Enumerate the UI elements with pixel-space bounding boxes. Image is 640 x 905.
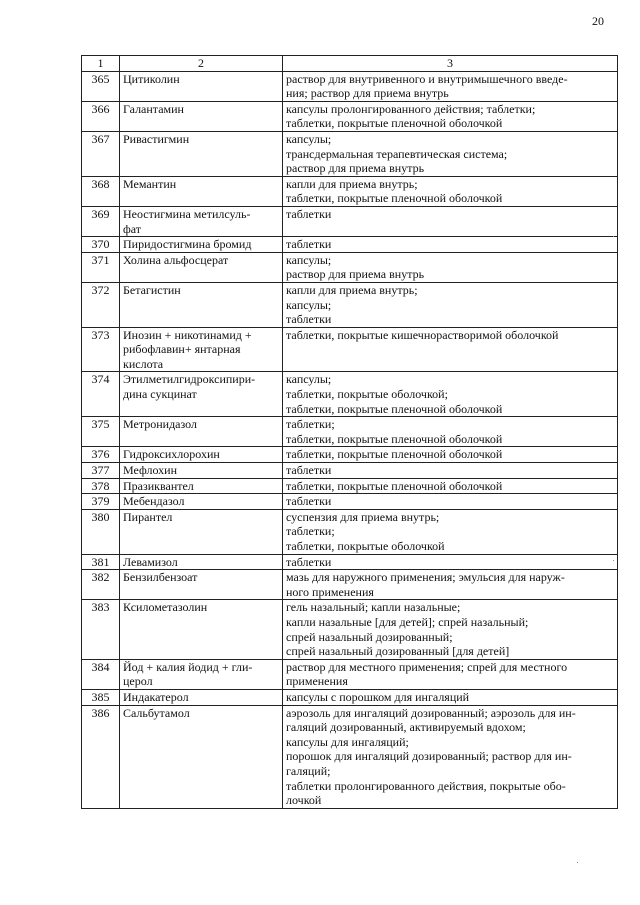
drug-name xyxy=(120,327,283,372)
drug-name xyxy=(120,600,283,659)
row-number: 367 xyxy=(82,131,120,176)
dosage-form-line: капли для приема внутрь; xyxy=(286,282,418,297)
dosage-form-line: таблетки xyxy=(286,463,332,478)
dosage-form-line: применения xyxy=(286,674,348,689)
drug-name-line: Сальбутамол xyxy=(123,705,190,720)
dosage-form-line: таблетки, покрытые кишечнорастворимой оболочкой xyxy=(286,327,559,342)
dosage-form-line: спрей назальный дозированный [для детей] xyxy=(286,644,510,659)
table-row xyxy=(82,176,618,206)
drug-name-line: Мефлохин xyxy=(123,463,177,478)
drug-name xyxy=(120,206,283,236)
dosage-forms xyxy=(283,705,618,808)
dosage-form-line: капли назальные [для детей]; спрей назальный; xyxy=(286,614,529,629)
table-row xyxy=(82,372,618,417)
row-number: 374 xyxy=(82,372,120,417)
dosage-form-line: таблетки, покрытые пленочной оболочкой xyxy=(286,401,503,416)
dosage-forms xyxy=(283,554,618,570)
drug-name-line: Галантамин xyxy=(123,101,184,116)
dosage-form-line: раствор для внутривенного и внутримышечного введе- xyxy=(286,71,568,86)
dosage-form-line: таблетки, покрытые пленочной оболочкой xyxy=(286,116,503,131)
dosage-form-line: капсулы с порошком для ингаляций xyxy=(286,689,470,704)
row-number: 378 xyxy=(82,478,120,494)
row-number: 371 xyxy=(82,252,120,282)
dosage-form-line: таблетки пролонгированного действия, покрытые обо- xyxy=(286,778,566,793)
table-row xyxy=(82,447,618,463)
dosage-forms xyxy=(283,494,618,510)
dosage-forms xyxy=(283,478,618,494)
table-row xyxy=(82,237,618,253)
dosage-forms xyxy=(283,600,618,659)
row-number: 373 xyxy=(82,327,120,372)
dosage-form-line: таблетки, покрытые пленочной оболочкой xyxy=(286,431,503,446)
table-row xyxy=(82,509,618,554)
dosage-forms xyxy=(283,327,618,372)
dosage-form-line: ния; раствор для приема внутрь xyxy=(286,86,449,101)
dosage-form-line: аэрозоль для ингаляций дозированный; аэрозоль для ин- xyxy=(286,705,576,720)
dosage-form-line: мазь для наружного применения; эмульсия для наруж- xyxy=(286,570,565,585)
drug-name-line: Пирантел xyxy=(123,509,173,524)
drug-name xyxy=(120,282,283,327)
dosage-form-line: капсулы для ингаляций; xyxy=(286,734,409,749)
column-header-name: 2 xyxy=(120,56,283,72)
drug-name xyxy=(120,554,283,570)
dosage-form-line: таблетки, покрытые оболочкой; xyxy=(286,387,448,402)
dosage-form-line: таблетки, покрытые оболочкой xyxy=(286,539,445,553)
dosage-form-line: таблетки xyxy=(286,312,332,327)
row-number: 369 xyxy=(82,206,120,236)
drug-name-line: Ривастигмин xyxy=(123,131,190,146)
dosage-form-line: капсулы пролонгированного действия; таблетки; xyxy=(286,101,536,116)
drug-name-line: Неостигмина метилсуль- xyxy=(123,206,251,221)
dosage-forms xyxy=(283,463,618,479)
drug-name-line: Бетагистин xyxy=(123,282,181,297)
page-number: 20 xyxy=(592,14,604,28)
dosage-form-line: гель назальный; капли назальные; xyxy=(286,600,461,615)
table-body xyxy=(82,71,618,808)
drug-name-line: Холина альфосцерат xyxy=(123,252,229,267)
dosage-form-line: таблетки, покрытые пленочной оболочкой xyxy=(286,447,503,462)
drug-table xyxy=(81,55,618,809)
table-row xyxy=(82,554,618,570)
dosage-forms xyxy=(283,659,618,689)
table-row xyxy=(82,570,618,600)
dosage-forms xyxy=(283,252,618,282)
drug-name xyxy=(120,509,283,554)
scan-mark xyxy=(577,862,578,863)
dosage-forms xyxy=(283,206,618,236)
table-row xyxy=(82,659,618,689)
dosage-form-line: таблетки, покрытые пленочной оболочкой xyxy=(286,191,503,206)
drug-name-line: Пиридостигмина бромид xyxy=(123,237,252,252)
drug-name-line: Этилметилгидроксипири- xyxy=(123,372,256,387)
table-row xyxy=(82,252,618,282)
table-row xyxy=(82,478,618,494)
drug-name xyxy=(120,463,283,479)
drug-name xyxy=(120,101,283,131)
row-number: 366 xyxy=(82,101,120,131)
row-number: 385 xyxy=(82,689,120,705)
dosage-forms xyxy=(283,71,618,101)
row-number: 384 xyxy=(82,659,120,689)
drug-name xyxy=(120,478,283,494)
table-row xyxy=(82,705,618,808)
drug-name xyxy=(120,689,283,705)
dosage-form-line: галяций дозированный, активируемый вдохом; xyxy=(286,720,526,735)
dosage-form-line: суспензия для приема внутрь; xyxy=(286,509,440,524)
dosage-form-line: капсулы; xyxy=(286,372,332,387)
drug-name-line: Индакатерол xyxy=(123,689,189,704)
dosage-form-line: спрей назальный дозированный; xyxy=(286,629,453,644)
dosage-forms xyxy=(283,417,618,447)
dosage-form-line: раствор для приема внутрь xyxy=(286,267,425,282)
dosage-form-line: трансдермальная терапевтическая система; xyxy=(286,146,508,161)
drug-name xyxy=(120,417,283,447)
dosage-form-line: раствор для приема внутрь xyxy=(286,161,425,176)
dosage-form-line: таблетки; xyxy=(286,524,335,539)
dosage-form-line: капсулы; xyxy=(286,252,332,267)
row-number: 381 xyxy=(82,554,120,570)
drug-name-line: Йод + калия йодид + гли- xyxy=(123,659,253,674)
scan-mark xyxy=(613,560,614,561)
drug-name xyxy=(120,176,283,206)
dosage-form-line: ного применения xyxy=(286,584,374,599)
dosage-forms xyxy=(283,237,618,253)
dosage-form-line: капли для приема внутрь; xyxy=(286,176,418,191)
drug-name xyxy=(120,494,283,510)
scan-mark xyxy=(613,236,614,237)
column-header-forms: 3 xyxy=(283,56,618,72)
row-number: 365 xyxy=(82,71,120,101)
drug-name xyxy=(120,237,283,253)
drug-name-line: Цитиколин xyxy=(123,71,180,86)
drug-name-line: Инозин + никотинамид + xyxy=(123,327,252,342)
dosage-form-line: раствор для местного применения; спрей для местного xyxy=(286,659,568,674)
drug-name-line: Гидроксихлорохин xyxy=(123,447,220,462)
table-row xyxy=(82,327,618,372)
table-row xyxy=(82,71,618,101)
table-row xyxy=(82,417,618,447)
drug-name xyxy=(120,447,283,463)
drug-name-line: дина сукцинат xyxy=(123,387,197,402)
table-row xyxy=(82,131,618,176)
drug-name-line: фат xyxy=(123,221,142,236)
drug-name-line: Празиквантел xyxy=(123,478,194,493)
dosage-forms xyxy=(283,509,618,554)
row-number: 370 xyxy=(82,237,120,253)
dosage-form-line: таблетки xyxy=(286,237,332,252)
dosage-form-line: капсулы; xyxy=(286,131,332,146)
table-row xyxy=(82,689,618,705)
drug-name-line: церол xyxy=(123,674,153,689)
table-row xyxy=(82,206,618,236)
drug-name-line: Левамизол xyxy=(123,554,178,569)
dosage-forms xyxy=(283,689,618,705)
drug-name xyxy=(120,570,283,600)
drug-name xyxy=(120,705,283,808)
table-row xyxy=(82,101,618,131)
dosage-forms xyxy=(283,282,618,327)
drug-name xyxy=(120,252,283,282)
row-number: 380 xyxy=(82,509,120,554)
drug-name-line: кислота xyxy=(123,356,164,371)
row-number: 377 xyxy=(82,463,120,479)
row-number: 372 xyxy=(82,282,120,327)
dosage-form-line: таблетки xyxy=(286,206,332,221)
dosage-forms xyxy=(283,372,618,417)
drug-name-line: Мемантин xyxy=(123,176,177,191)
dosage-form-line: лочкой xyxy=(286,793,322,808)
drug-name-line: Метронидазол xyxy=(123,417,198,432)
row-number: 386 xyxy=(82,705,120,808)
dosage-forms xyxy=(283,101,618,131)
drug-name xyxy=(120,372,283,417)
table-row xyxy=(82,494,618,510)
drug-name-line: рибофлавин+ янтарная xyxy=(123,342,241,357)
dosage-form-line: капсулы; xyxy=(286,297,332,312)
dosage-form-line: таблетки, покрытые пленочной оболочкой xyxy=(286,478,503,493)
column-header-number: 1 xyxy=(82,56,120,72)
dosage-form-line: галяций; xyxy=(286,763,331,778)
dosage-forms xyxy=(283,176,618,206)
row-number: 383 xyxy=(82,600,120,659)
row-number: 368 xyxy=(82,176,120,206)
table-row xyxy=(82,600,618,659)
row-number: 376 xyxy=(82,447,120,463)
row-number: 375 xyxy=(82,417,120,447)
dosage-form-line: таблетки xyxy=(286,554,332,569)
row-number: 379 xyxy=(82,494,120,510)
dosage-form-line: таблетки xyxy=(286,494,332,509)
drug-name xyxy=(120,71,283,101)
drug-name xyxy=(120,131,283,176)
drug-name-line: Ксилометазолин xyxy=(123,600,208,615)
dosage-forms xyxy=(283,570,618,600)
dosage-forms xyxy=(283,131,618,176)
dosage-form-line: таблетки; xyxy=(286,417,335,432)
dosage-forms xyxy=(283,447,618,463)
drug-name xyxy=(120,659,283,689)
table-header-row xyxy=(82,56,618,72)
dosage-form-line: порошок для ингаляций дозированный; раствор для ин- xyxy=(286,749,572,764)
table-row xyxy=(82,463,618,479)
drug-name-line: Мебендазол xyxy=(123,494,185,509)
row-number: 382 xyxy=(82,570,120,600)
drug-name-line: Бензилбензоат xyxy=(123,570,198,585)
table-row xyxy=(82,282,618,327)
